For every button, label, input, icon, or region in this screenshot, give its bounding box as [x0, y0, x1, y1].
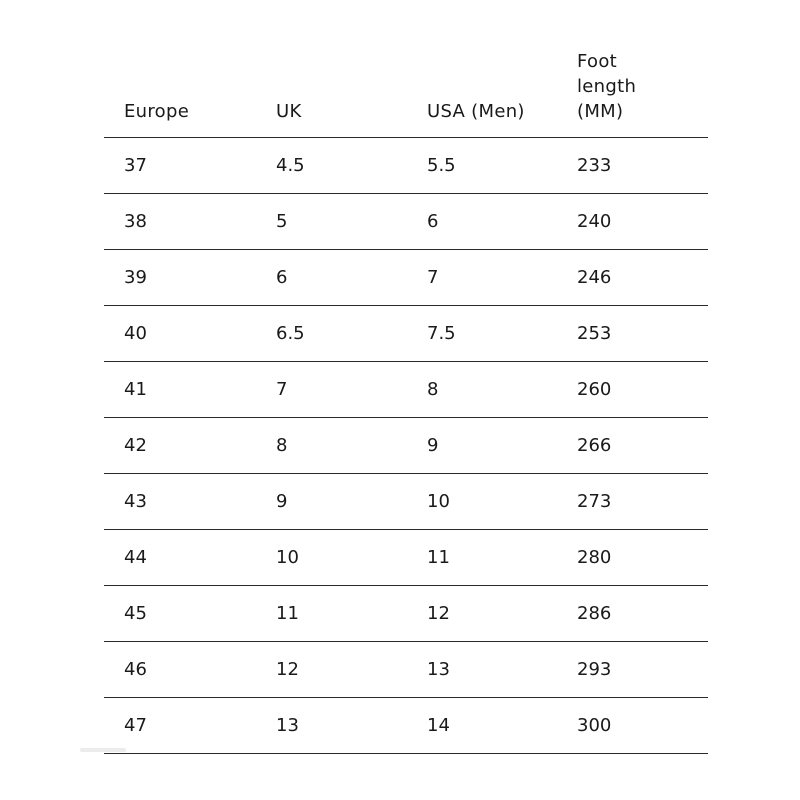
cell-foot-length: 286: [557, 586, 708, 642]
table-row: [104, 194, 708, 250]
table-row: [104, 642, 708, 698]
header-row: [104, 46, 708, 138]
cell-usa-men: 8: [407, 362, 557, 418]
cell-uk: 13: [256, 698, 407, 754]
table-row: [104, 250, 708, 306]
table-row: [104, 474, 708, 530]
table-row: [104, 698, 708, 754]
cell-foot-length: 293: [557, 642, 708, 698]
table-row: [104, 418, 708, 474]
cell-usa-men: 7: [407, 250, 557, 306]
cell-usa-men: 12: [407, 586, 557, 642]
cell-usa-men: 7.5: [407, 306, 557, 362]
cell-foot-length: 280: [557, 530, 708, 586]
cell-usa-men: 13: [407, 642, 557, 698]
cell-foot-length: 260: [557, 362, 708, 418]
header-europe: Europe: [104, 46, 256, 138]
cell-uk: 6.5: [256, 306, 407, 362]
cell-foot-length: 246: [557, 250, 708, 306]
corner-artifact: [80, 748, 126, 752]
cell-usa-men: 14: [407, 698, 557, 754]
cell-europe: 39: [104, 250, 256, 306]
header-usa-men: USA (Men): [407, 46, 557, 138]
cell-europe: 43: [104, 474, 256, 530]
table-row: [104, 306, 708, 362]
cell-europe: 40: [104, 306, 256, 362]
table-header: [104, 46, 708, 138]
table-row: [104, 138, 708, 194]
cell-foot-length: 266: [557, 418, 708, 474]
cell-uk: 5: [256, 194, 407, 250]
cell-foot-length: 273: [557, 474, 708, 530]
cell-uk: 11: [256, 586, 407, 642]
cell-europe: 45: [104, 586, 256, 642]
cell-europe: 44: [104, 530, 256, 586]
header-foot-length-label: Foot length (MM): [577, 51, 637, 122]
cell-europe: 47: [104, 698, 256, 754]
table-row: [104, 362, 708, 418]
cell-usa-men: 9: [407, 418, 557, 474]
cell-uk: 8: [256, 418, 407, 474]
cell-uk: 9: [256, 474, 407, 530]
table-row: [104, 586, 708, 642]
cell-uk: 4.5: [256, 138, 407, 194]
cell-foot-length: 240: [557, 194, 708, 250]
header-foot-length: [557, 46, 708, 138]
cell-foot-length: 233: [557, 138, 708, 194]
cell-uk: 6: [256, 250, 407, 306]
cell-europe: 46: [104, 642, 256, 698]
cell-foot-length: 253: [557, 306, 708, 362]
cell-uk: 7: [256, 362, 407, 418]
cell-europe: 38: [104, 194, 256, 250]
cell-europe: 41: [104, 362, 256, 418]
cell-uk: 10: [256, 530, 407, 586]
cell-foot-length: 300: [557, 698, 708, 754]
cell-europe: 42: [104, 418, 256, 474]
cell-usa-men: 10: [407, 474, 557, 530]
cell-uk: 12: [256, 642, 407, 698]
table-row: [104, 530, 708, 586]
cell-usa-men: 11: [407, 530, 557, 586]
header-uk: UK: [256, 46, 407, 138]
cell-usa-men: 6: [407, 194, 557, 250]
cell-europe: 37: [104, 138, 256, 194]
cell-usa-men: 5.5: [407, 138, 557, 194]
table-body: [104, 138, 708, 754]
shoe-size-table: [104, 46, 708, 754]
